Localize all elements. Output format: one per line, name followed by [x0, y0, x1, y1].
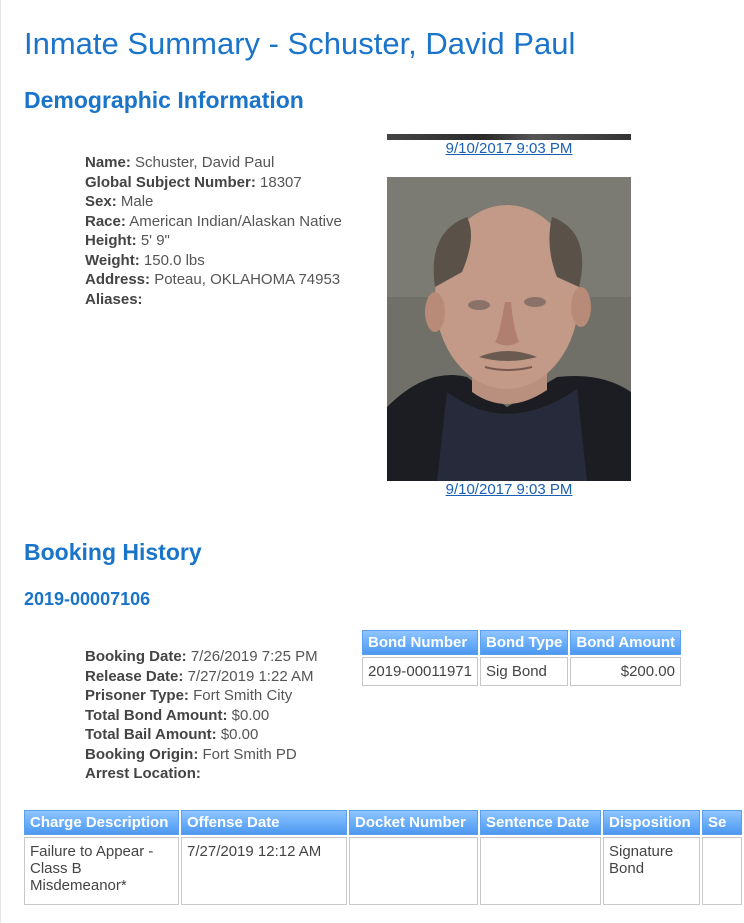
- field-aliases: Aliases:: [85, 290, 143, 308]
- charge-description-cell: Failure to Appear - Class B Misdemeanor*: [24, 837, 179, 905]
- field-total-bail-amount: Total Bail Amount: $0.00: [85, 726, 259, 743]
- offense-date-header[interactable]: Offense Date: [181, 810, 347, 835]
- field-address: Address: Poteau, OKLAHOMA 74953: [85, 271, 341, 288]
- charge-description-header[interactable]: Charge Description: [24, 810, 179, 835]
- photo-date-link-bottom[interactable]: 9/10/2017 9:03 PM: [445, 481, 573, 498]
- charge-table: [22, 808, 744, 907]
- booking-history-heading: Booking History: [24, 539, 202, 565]
- offense-date-cell: 7/27/2019 12:12 AM: [181, 837, 347, 905]
- sentence-cell: [702, 837, 742, 905]
- page-title: Inmate Summary - Schuster, David Paul: [24, 26, 576, 61]
- field-global-subject-number: Global Subject Number: 18307: [85, 173, 302, 191]
- field-booking-date: Booking Date: 7/26/2019 7:25 PM: [85, 648, 318, 665]
- disposition-header[interactable]: Disposition: [603, 810, 700, 835]
- field-prisoner-type: Prisoner Type: Fort Smith City: [85, 687, 293, 704]
- mugshot-photo[interactable]: [387, 177, 631, 481]
- field-name: Name: Schuster, David Paul: [85, 154, 275, 171]
- field-height: Height: 5' 9": [85, 232, 170, 249]
- table-row: [362, 657, 681, 686]
- field-sex: Sex: Male: [85, 193, 154, 210]
- disposition-cell: Signature Bond: [603, 837, 700, 905]
- sentence-header-truncated[interactable]: Se: [702, 810, 742, 835]
- bond-number-cell: 2019-00011971: [362, 657, 478, 686]
- demographic-fields: [85, 153, 342, 309]
- field-weight: Weight: 150.0 lbs: [85, 251, 205, 269]
- bond-amount-header[interactable]: Bond Amount: [570, 630, 681, 655]
- sentence-date-header[interactable]: Sentence Date: [480, 810, 601, 835]
- field-booking-origin: Booking Origin: Fort Smith PD: [85, 745, 297, 763]
- field-arrest-location: Arrest Location:: [85, 765, 201, 782]
- bond-table-header-row: [362, 630, 681, 655]
- bond-number-header[interactable]: Bond Number: [362, 630, 478, 655]
- bond-amount-cell: $200.00: [570, 657, 681, 686]
- charge-table-header-row: [24, 810, 742, 835]
- photo-date-link-top[interactable]: 9/10/2017 9:03 PM: [445, 140, 573, 157]
- booking-fields: [85, 647, 318, 784]
- sentence-date-cell: [480, 837, 601, 905]
- table-row: [24, 837, 742, 905]
- bond-type-cell: Sig Bond: [480, 657, 568, 686]
- bond-table: [360, 628, 683, 688]
- field-release-date: Release Date: 7/27/2019 1:22 AM: [85, 667, 314, 685]
- docket-number-header[interactable]: Docket Number: [349, 810, 478, 835]
- docket-number-cell: [349, 837, 478, 905]
- field-race: Race: American Indian/Alaskan Native: [85, 212, 342, 230]
- bond-type-header[interactable]: Bond Type: [480, 630, 568, 655]
- field-total-bond-amount: Total Bond Amount: $0.00: [85, 706, 270, 724]
- demographic-heading: Demographic Information: [24, 87, 304, 113]
- booking-number: 2019-00007106: [24, 589, 151, 609]
